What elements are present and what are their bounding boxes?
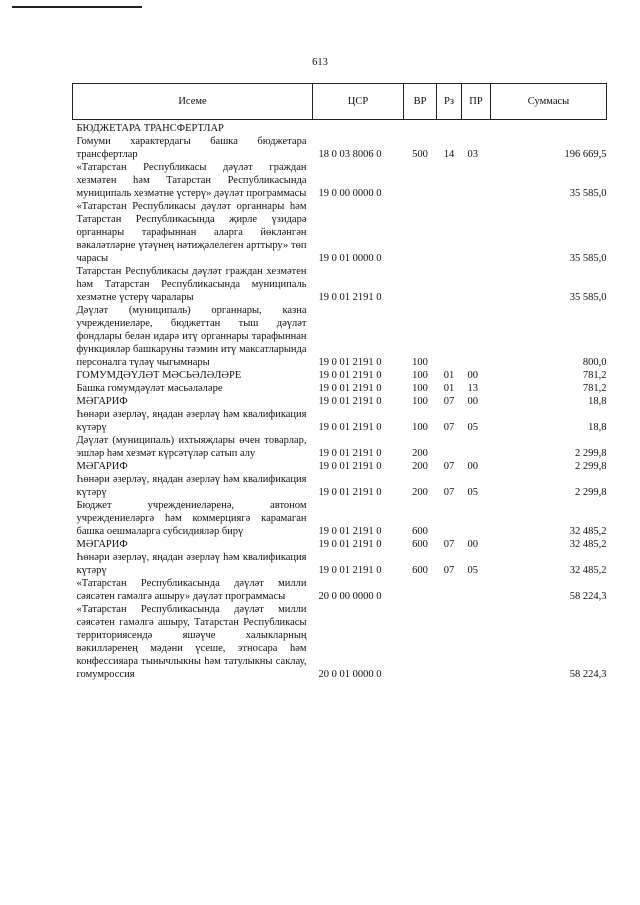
- table-row: [73, 499, 607, 538]
- row-name: Бюджет учреждениеләренә, автоном учреждениеләргә һәм коммерциягә карамаган башка оешмаларга субсидияләр бирү: [76, 500, 307, 537]
- row-name: Һөнәри әзерләү, яңадан әзерләү һәм квалификация күтәрү: [76, 552, 307, 576]
- row-vr: 600: [412, 539, 428, 550]
- row-vr: 600: [412, 526, 428, 537]
- row-rz: 07: [443, 539, 455, 550]
- row-vr: 100: [412, 357, 428, 368]
- row-sum: 35 585,0: [569, 292, 607, 303]
- row-rz: 01: [443, 383, 455, 394]
- table-body: [73, 120, 607, 682]
- row-name: ГОМУМДӘҮЛӘТ МӘСЬӘЛӘЛӘРЕ: [76, 370, 242, 381]
- row-csr: 19 0 01 2191 0: [318, 539, 382, 550]
- row-name: «Татарстан Республикасы дәүләт граждан хезмәтен һәм Татарстан Республикасында муниципаль хезмәтне үстерү» дәүләт программасы: [76, 162, 307, 199]
- row-sum: 196 669,5: [564, 149, 607, 160]
- row-pr: [462, 200, 491, 265]
- row-sum: 2 299,8: [575, 487, 607, 498]
- row-sum: 32 485,2: [569, 565, 607, 576]
- row-name: Һөнәри әзерләү, яңадан әзерләү һәм квалификация күтәрү: [76, 409, 307, 433]
- table-row: [73, 120, 607, 136]
- row-vr: 100: [412, 383, 428, 394]
- row-csr: 19 0 01 2191 0: [318, 526, 382, 537]
- header-sum: Суммасы: [491, 84, 607, 120]
- table-row: [73, 408, 607, 434]
- row-csr: 19 0 01 2191 0: [318, 370, 382, 381]
- table-row: [73, 551, 607, 577]
- header-rz: Рз: [437, 84, 462, 120]
- row-name: Дәүләт (муниципаль) ихтыяҗлары өчен товарлар, эшләр һәм хезмәт күрсәтүләр сатып алу: [76, 435, 307, 459]
- row-sum: 2 299,8: [575, 461, 607, 472]
- row-pr: [462, 161, 491, 200]
- row-csr: 19 0 01 2191 0: [318, 383, 382, 394]
- row-vr: [404, 603, 437, 681]
- row-name: «Татарстан Республикасында дәүләт милли сәясәтен гамәлгә ашыру, Татарстан Республикасы территориясендә яшәүче халыкларның вәкилләренең мәдәни үсеше, этносара һәм конфессияара тынычлыкны һәм татулыкны саклау, гомумроссия: [76, 604, 307, 680]
- header-csr: ЦСР: [313, 84, 404, 120]
- row-name: МӘГАРИФ: [76, 539, 128, 550]
- row-rz: 07: [443, 422, 455, 433]
- row-sum: 32 485,2: [569, 539, 607, 550]
- row-csr: 20 0 00 0000 0: [318, 591, 382, 602]
- row-sum: [491, 120, 607, 136]
- row-csr: 19 0 01 2191 0: [318, 487, 382, 498]
- row-pr: [462, 603, 491, 681]
- row-pr: [462, 304, 491, 369]
- table-row: [73, 577, 607, 603]
- row-rz: [437, 304, 462, 369]
- row-rz: 07: [443, 461, 455, 472]
- row-rz: 07: [443, 565, 455, 576]
- row-csr: 19 0 01 2191 0: [318, 292, 382, 303]
- row-name: МӘГАРИФ: [76, 461, 128, 472]
- row-vr: 100: [412, 370, 428, 381]
- row-name: Һөнәри әзерләү, яңадан әзерләү һәм квалификация күтәрү: [76, 474, 307, 498]
- row-vr: 500: [412, 149, 428, 160]
- row-vr: [404, 577, 437, 603]
- row-rz: [437, 603, 462, 681]
- row-pr: 00: [467, 461, 478, 472]
- row-pr: 05: [467, 422, 478, 433]
- row-sum: 781,2: [582, 383, 607, 394]
- row-sum: 18,8: [588, 396, 607, 407]
- row-vr: [404, 265, 437, 304]
- row-vr: 100: [412, 422, 428, 433]
- row-pr: [462, 577, 491, 603]
- row-sum: 18,8: [588, 422, 607, 433]
- row-pr: 00: [467, 539, 478, 550]
- row-csr: 20 0 01 0000 0: [318, 669, 382, 680]
- row-sum: 32 485,2: [569, 526, 607, 537]
- table-row: [73, 460, 607, 473]
- row-csr: 18 0 03 8006 0: [318, 149, 382, 160]
- row-csr: 19 0 01 2191 0: [318, 565, 382, 576]
- row-rz: [437, 120, 462, 136]
- row-pr: 03: [467, 149, 478, 160]
- row-name: «Татарстан Республикасында дәүләт милли сәясәтен гамәлгә ашыру» дәүләт программасы: [76, 578, 307, 602]
- row-csr: 19 0 01 2191 0: [318, 396, 382, 407]
- row-rz: 14: [443, 149, 455, 160]
- row-rz: [437, 499, 462, 538]
- row-name: Башка гомумдәүләт мәсьәләләре: [76, 383, 223, 394]
- row-csr: 19 0 01 2191 0: [318, 461, 382, 472]
- row-sum: 800,0: [582, 357, 607, 368]
- row-vr: 200: [412, 461, 428, 472]
- row-csr: 19 0 01 2191 0: [318, 357, 382, 368]
- table-row: [73, 434, 607, 460]
- table-row: [73, 369, 607, 382]
- row-csr: 19 0 01 2191 0: [318, 422, 382, 433]
- row-vr: 100: [412, 396, 428, 407]
- row-rz: [437, 577, 462, 603]
- row-sum: 781,2: [582, 370, 607, 381]
- row-name: БЮДЖЕТАРА ТРАНСФЕРТЛАР: [76, 123, 224, 134]
- row-name: Татарстан Республикасы дәүләт граждан хезмәтен һәм Татарстан Республикасында муниципаль хезмәтне үстерү чаралары: [76, 266, 307, 303]
- row-pr: [462, 265, 491, 304]
- row-name: Гомуми характердагы башка бюджетара трансфертлар: [76, 136, 307, 160]
- header-name: Исеме: [73, 84, 313, 120]
- row-vr: [404, 120, 437, 136]
- table-row: [73, 161, 607, 200]
- row-pr: [462, 499, 491, 538]
- row-rz: 07: [443, 396, 455, 407]
- row-sum: 2 299,8: [575, 448, 607, 459]
- row-name: МӘГАРИФ: [76, 396, 128, 407]
- row-sum: 58 224,3: [569, 669, 607, 680]
- row-vr: 200: [412, 448, 428, 459]
- row-csr: 19 0 00 0000 0: [318, 188, 382, 199]
- row-rz: 01: [443, 370, 455, 381]
- table-row: [73, 473, 607, 499]
- header-pr: ПР: [462, 84, 491, 120]
- row-pr: 13: [467, 383, 478, 394]
- row-vr: [404, 200, 437, 265]
- row-rz: [437, 200, 462, 265]
- row-sum: 35 585,0: [569, 188, 607, 199]
- row-vr: [404, 161, 437, 200]
- row-pr: 00: [467, 396, 478, 407]
- row-name: Дәүләт (муниципаль) органнары, казна учреждениеләре, бюджеттан тыш дәүләт фондлары белән идарә итү органнары тарафыннан функцияләр башкаруны тәэмин итү максатларында персоналга түләү чыгымнары: [76, 305, 307, 368]
- table-row: [73, 382, 607, 395]
- row-rz: [437, 265, 462, 304]
- row-csr: 19 0 01 0000 0: [318, 253, 382, 264]
- row-name: «Татарстан Республикасы дәүләт органнары һәм Татарстан Республикасында җирле үзидарә органнары тарафыннан аларга йөкләнгән вәкаләтләрне үтәүнең нәтиҗәлелеген арттыру» төп чарасы: [76, 201, 307, 264]
- row-vr: 600: [412, 565, 428, 576]
- page-number: 613: [312, 57, 328, 68]
- row-sum: 35 585,0: [569, 253, 607, 264]
- row-rz: 07: [443, 487, 455, 498]
- row-rz: [437, 434, 462, 460]
- row-pr: 00: [467, 370, 478, 381]
- table-row: [73, 200, 607, 265]
- row-vr: 200: [412, 487, 428, 498]
- table-header: [73, 84, 607, 120]
- header-vr: ВР: [404, 84, 437, 120]
- table-row: [73, 603, 607, 681]
- row-sum: 58 224,3: [569, 591, 607, 602]
- row-pr: 05: [467, 487, 478, 498]
- row-pr: [462, 120, 491, 136]
- row-csr: [313, 120, 404, 136]
- table-row: [73, 265, 607, 304]
- row-pr: [462, 434, 491, 460]
- row-pr: 05: [467, 565, 478, 576]
- table-row: [73, 135, 607, 161]
- table-row: [73, 304, 607, 369]
- table-row: [73, 395, 607, 408]
- row-csr: 19 0 01 2191 0: [318, 448, 382, 459]
- row-rz: [437, 161, 462, 200]
- top-rule: [12, 6, 142, 8]
- budget-table: [72, 83, 607, 681]
- table-row: [73, 538, 607, 551]
